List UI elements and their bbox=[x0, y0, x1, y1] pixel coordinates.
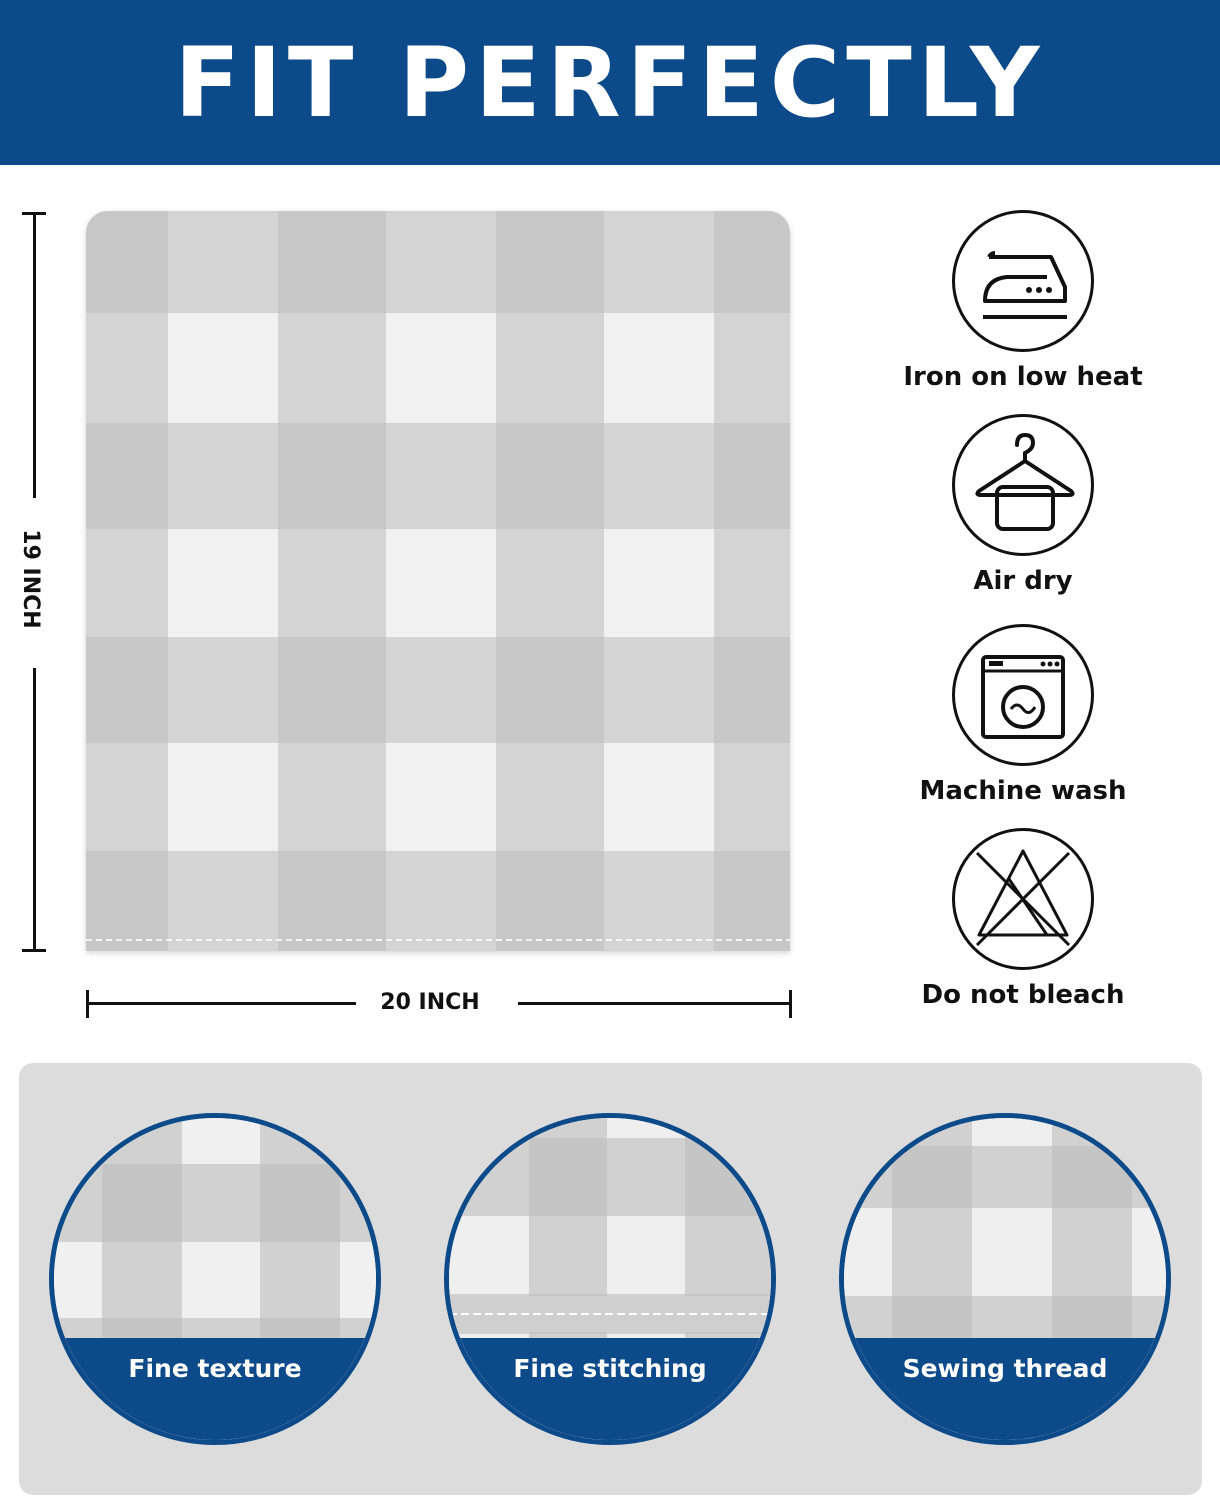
care-label: Machine wash bbox=[919, 776, 1127, 806]
detail-sewing-thread bbox=[839, 1113, 1171, 1445]
detail-label: Fine stitching bbox=[449, 1338, 771, 1440]
care-item-air-dry bbox=[873, 414, 1173, 596]
hanger-icon bbox=[952, 414, 1094, 556]
width-label: 20 INCH bbox=[380, 990, 480, 1015]
detail-label: Sewing thread bbox=[844, 1338, 1166, 1440]
plaid-pattern bbox=[86, 211, 790, 951]
header-banner bbox=[0, 0, 1220, 165]
no-bleach-icon bbox=[952, 828, 1094, 970]
detail-label: Fine texture bbox=[54, 1338, 376, 1440]
page-title: FIT PERFECTLY bbox=[174, 26, 1046, 139]
care-label: Do not bleach bbox=[921, 980, 1125, 1010]
detail-fine-texture bbox=[49, 1113, 381, 1445]
iron-icon bbox=[952, 210, 1094, 352]
detail-fine-stitching bbox=[444, 1113, 776, 1445]
washing-machine-icon bbox=[952, 624, 1094, 766]
care-item-no-bleach bbox=[873, 828, 1173, 1010]
plaid-cover-image bbox=[86, 211, 790, 951]
care-label: Air dry bbox=[973, 566, 1073, 596]
care-item-iron bbox=[873, 210, 1173, 392]
care-label: Iron on low heat bbox=[903, 362, 1143, 392]
care-item-machine-wash bbox=[873, 624, 1173, 806]
detail-panel bbox=[19, 1063, 1202, 1495]
height-label: 19 INCH bbox=[18, 529, 43, 629]
